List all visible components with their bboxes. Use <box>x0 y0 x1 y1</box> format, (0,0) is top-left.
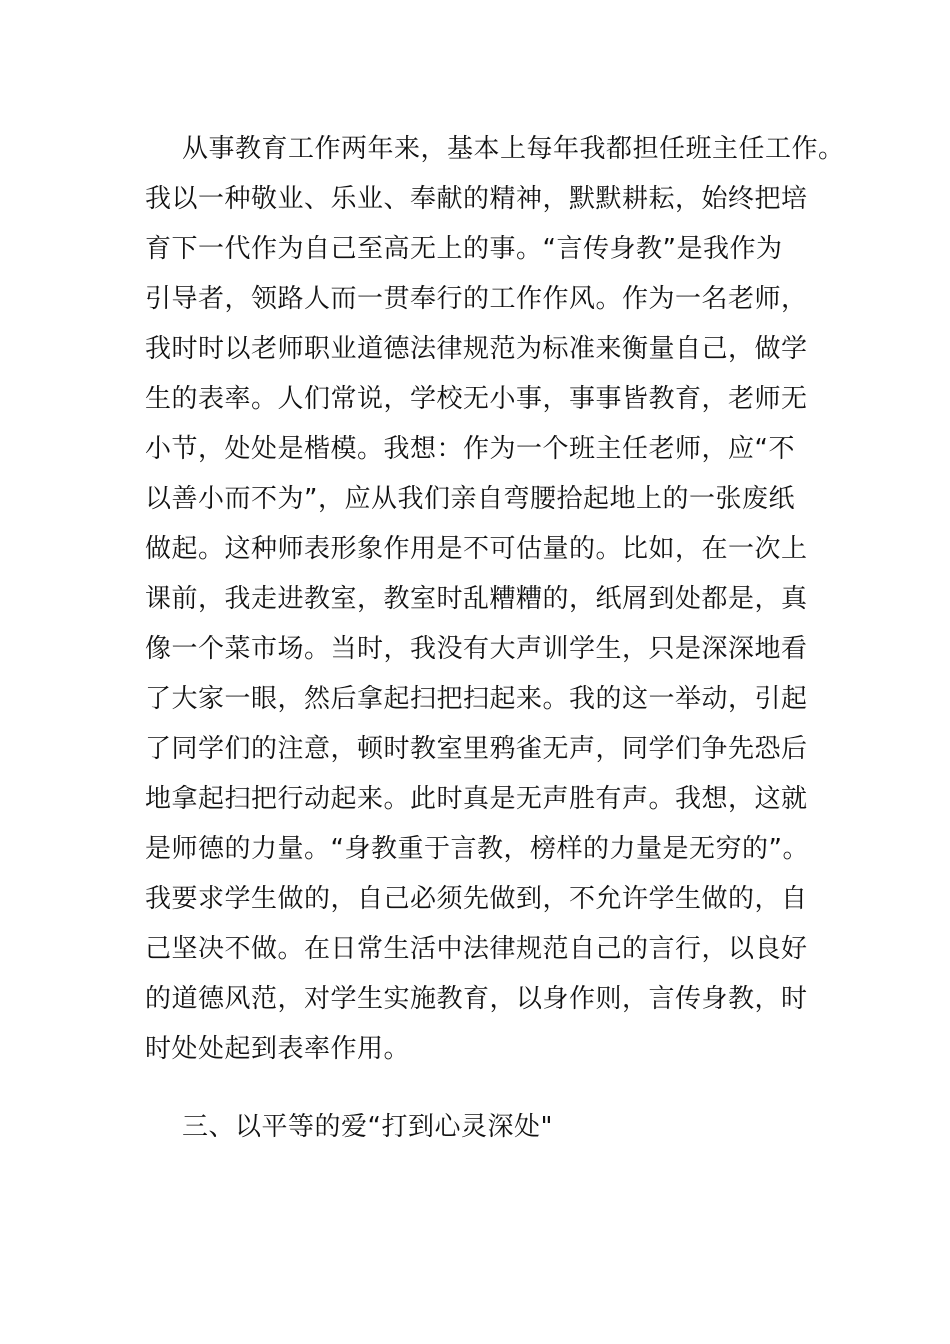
paragraph-line: 是师德的力量。“身教重于言教，榜样的力量是无穷的”。 <box>145 834 809 864</box>
paragraph-line: 引导者，领路人而一贯奉行的工作作风。作为一名老师， <box>145 284 808 314</box>
paragraph-line: 以善小而不为”，应从我们亲自弯腰拾起地上的一张废纸 <box>145 484 795 514</box>
paragraph-line: 做起。这种师表形象作用是不可估量的。比如，在一次上 <box>145 534 808 564</box>
paragraph-line: 时处处起到表率作用。 <box>145 1034 411 1064</box>
paragraph-line: 像一个菜市场。当时，我没有大声训学生，只是深深地看 <box>145 634 808 664</box>
paragraph-line: 了同学们的注意，顿时教室里鸦雀无声，同学们争先恐后 <box>145 734 808 764</box>
paragraph-line: 的道德风范，对学生实施教育，以身作则，言传身教，时 <box>145 984 808 1014</box>
paragraph-line: 我要求学生做的，自己必须先做到，不允许学生做的，自 <box>145 884 808 914</box>
paragraph-line: 从事教育工作两年来，基本上每年我都担任班主任工作。 <box>182 134 845 164</box>
paragraph-line: 己坚决不做。在日常生活中法律规范自己的言行，以良好 <box>145 934 808 964</box>
paragraph-line: 生的表率。人们常说，学校无小事，事事皆教育，老师无 <box>145 384 808 414</box>
paragraph-line: 我时时以老师职业道德法律规范为标准来衡量自己，做学 <box>145 334 808 364</box>
section-heading: 三、以平等的爱“打到心灵深处" <box>182 1112 553 1142</box>
paragraph-line: 了大家一眼，然后拿起扫把扫起来。我的这一举动，引起 <box>145 684 808 714</box>
paragraph-line: 地拿起扫把行动起来。此时真是无声胜有声。我想，这就 <box>145 784 808 814</box>
paragraph-line: 小节，处处是楷模。我想：作为一个班主任老师，应“不 <box>145 434 795 464</box>
paragraph-line: 我以一种敬业、乐业、奉献的精神，默默耕耘，始终把培 <box>145 184 808 214</box>
paragraph-line: 课前，我走进教室，教室时乱糟糟的，纸屑到处都是，真 <box>145 584 808 614</box>
paragraph-line: 育下一代作为自己至高无上的事。“言传身教”是我作为 <box>145 234 783 264</box>
